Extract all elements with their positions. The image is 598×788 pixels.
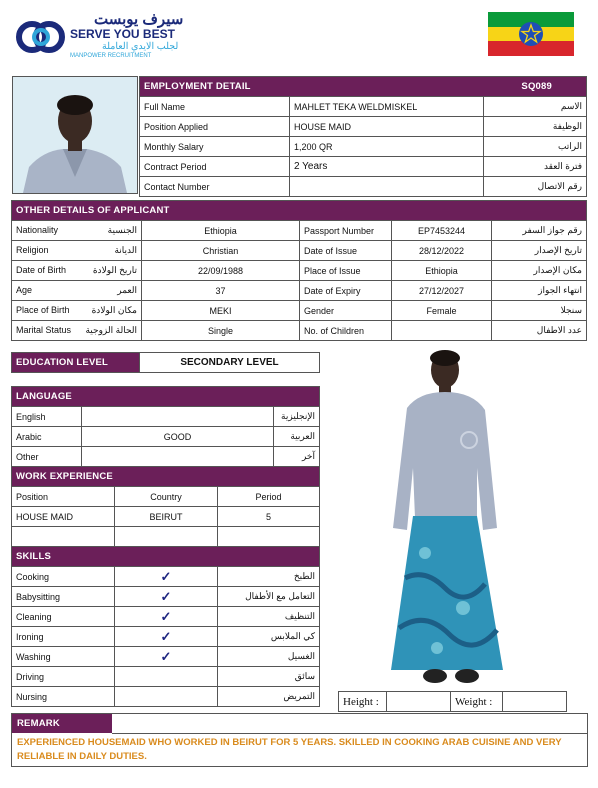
field-label: Contract Period <box>140 157 290 177</box>
skill-check-empty <box>115 687 218 707</box>
field-label: Marital Status <box>16 325 72 335</box>
field-value: 1,200 QR <box>290 137 484 157</box>
employment-table <box>139 76 587 197</box>
field-value: Female <box>392 301 492 321</box>
field-label-arabic: سنجلا <box>492 301 587 321</box>
field-value: Christian <box>142 241 300 261</box>
field-label-arabic: انتهاء الجواز <box>492 281 587 301</box>
field-value: 22/09/1988 <box>142 261 300 281</box>
skill-name: Nursing <box>12 687 115 707</box>
skill-name-arabic: سائق <box>218 667 320 687</box>
skill-check-empty <box>115 667 218 687</box>
language-name-arabic: آخر <box>274 447 320 467</box>
skill-name-arabic: التنظيف <box>218 607 320 627</box>
field-label-arabic: تاريخ الولادة <box>92 265 137 275</box>
remark-text: EXPERIENCED HOUSEMAID WHO WORKED IN BEIRUT FOR 5 YEARS. SKILLED IN COOKING ARAB CUISINE AND VERY RELIABLE IN DAILY DUTIES. <box>17 737 562 762</box>
field-label-arabic: الجنسية <box>107 225 137 235</box>
employment-header <box>140 77 587 97</box>
language-level <box>82 407 274 427</box>
field-value: MEKI <box>142 301 300 321</box>
field-label-arabic: الديانة <box>114 245 137 255</box>
field-label-arabic: رقم الاتصال <box>484 177 587 197</box>
field-label-arabic: العمر <box>117 285 137 295</box>
height-label: Height : <box>339 692 387 712</box>
column-header: Period <box>218 487 320 507</box>
language-name: Other <box>12 447 82 467</box>
field-value: Ethiopia <box>392 261 492 281</box>
language-name: Arabic <box>12 427 82 447</box>
table-cell: 5 <box>218 507 320 527</box>
field-label: Gender <box>300 301 392 321</box>
work-experience-header: WORK EXPERIENCE <box>12 467 320 487</box>
skill-name-arabic: كي الملابس <box>218 627 320 647</box>
logo-sub: MANPOWER RECRUITMENT <box>70 53 152 59</box>
checkmark-icon: ✓ <box>160 609 172 624</box>
language-name: English <box>12 407 82 427</box>
table-row <box>12 407 320 427</box>
work-experience-table <box>11 466 320 547</box>
checkmark-icon: ✓ <box>160 649 172 664</box>
skill-name-arabic: الطبخ <box>218 567 320 587</box>
language-header: LANGUAGE <box>12 387 320 407</box>
field-label-arabic: عدد الاطفال <box>492 321 587 341</box>
table-row <box>12 261 587 281</box>
field-label: Nationality <box>16 225 59 235</box>
table-row <box>12 281 587 301</box>
skill-name-arabic: التعامل مع الأطفال <box>218 587 320 607</box>
table-row <box>12 301 587 321</box>
table-row <box>12 687 320 707</box>
table-row <box>12 627 320 647</box>
table-row <box>12 221 587 241</box>
field-label-arabic: تاريخ الإصدار <box>492 241 587 261</box>
table-cell <box>218 527 320 547</box>
field-label-arabic: الراتب <box>484 137 587 157</box>
reference-code: SQ089 <box>521 81 552 92</box>
field-label: Full Name <box>140 97 290 117</box>
field-value: EP7453244 <box>392 221 492 241</box>
field-label: Passport Number <box>300 221 392 241</box>
table-cell <box>12 527 115 547</box>
table-row <box>140 157 587 177</box>
table-header-row <box>12 487 320 507</box>
skill-name: Cooking <box>12 567 115 587</box>
table-row <box>12 667 320 687</box>
other-details-header: OTHER DETAILS OF APPLICANT <box>12 201 587 221</box>
table-row <box>12 567 320 587</box>
checkmark-icon: ✓ <box>160 569 172 584</box>
field-value: 37 <box>142 281 300 301</box>
skill-name: Driving <box>12 667 115 687</box>
field-label: Age <box>16 285 33 295</box>
language-level <box>82 447 274 467</box>
field-label: Date of Expiry <box>300 281 392 301</box>
table-row <box>12 527 320 547</box>
field-value <box>392 321 492 341</box>
field-value: Single <box>142 321 300 341</box>
table-row <box>12 587 320 607</box>
skills-table <box>11 546 320 707</box>
ethiopia-flag-icon <box>488 12 574 56</box>
logo-title: SERVE YOU BEST <box>70 27 175 41</box>
field-label: No. of Children <box>300 321 392 341</box>
table-row <box>140 177 587 197</box>
table-row <box>12 241 587 261</box>
field-label: Monthly Salary <box>140 137 290 157</box>
field-value: HOUSE MAID <box>290 117 484 137</box>
field-label-arabic: الوظيفة <box>484 117 587 137</box>
field-value <box>290 177 484 197</box>
skill-name: Ironing <box>12 627 115 647</box>
skill-name: Cleaning <box>12 607 115 627</box>
column-header: Country <box>115 487 218 507</box>
employment-title: EMPLOYMENT DETAIL <box>144 81 251 92</box>
field-value: MAHLET TEKA WELDMISKEL <box>290 97 484 117</box>
education-label: EDUCATION LEVEL <box>12 353 140 373</box>
checkmark-icon: ✓ <box>160 629 172 644</box>
remark-section <box>11 713 588 767</box>
skill-name: Washing <box>12 647 115 667</box>
field-label-arabic: فترة العقد <box>484 157 587 177</box>
logo-rings-icon <box>14 12 70 62</box>
field-value: 27/12/2027 <box>392 281 492 301</box>
field-label: Position Applied <box>140 117 290 137</box>
field-label: Religion <box>16 245 49 255</box>
table-row <box>140 137 587 157</box>
table-row <box>12 507 320 527</box>
field-value: 28/12/2022 <box>392 241 492 261</box>
field-label: Place of Issue <box>300 261 392 281</box>
remark-header: REMARK <box>12 714 112 733</box>
measurements-table <box>338 691 567 712</box>
field-label: Contact Number <box>140 177 290 197</box>
full-body-photo <box>385 348 513 686</box>
weight-label: Weight : <box>451 692 503 712</box>
height-value <box>387 692 451 712</box>
field-value: 2 Years <box>290 157 484 177</box>
checkmark-icon: ✓ <box>160 589 172 604</box>
company-logo <box>14 12 194 62</box>
field-label-arabic: رقم جواز السفر <box>492 221 587 241</box>
language-level: GOOD <box>82 427 274 447</box>
field-label: Place of Birth <box>16 305 70 315</box>
field-label-arabic: مكان الولادة <box>91 305 137 315</box>
skills-header: SKILLS <box>12 547 320 567</box>
field-label-arabic: مكان الإصدار <box>492 261 587 281</box>
education-table <box>11 352 320 373</box>
field-value: Ethiopia <box>142 221 300 241</box>
table-row <box>12 427 320 447</box>
table-cell <box>115 527 218 547</box>
table-cell: HOUSE MAID <box>12 507 115 527</box>
education-value: SECONDARY LEVEL <box>140 353 320 373</box>
field-label-arabic: الاسم <box>484 97 587 117</box>
applicant-photo <box>12 76 138 194</box>
table-cell: BEIRUT <box>115 507 218 527</box>
skill-name-arabic: التمريض <box>218 687 320 707</box>
skill-name-arabic: الغسيل <box>218 647 320 667</box>
weight-value <box>503 692 567 712</box>
language-name-arabic: الإنجليزية <box>274 407 320 427</box>
field-label: Date of Issue <box>300 241 392 261</box>
table-row <box>12 607 320 627</box>
language-name-arabic: العربية <box>274 427 320 447</box>
table-row <box>140 97 587 117</box>
field-label: Date of Birth <box>16 265 67 275</box>
table-row <box>12 321 587 341</box>
language-table <box>11 386 320 467</box>
logo-sub-arabic: لجلب الايدي العاملة <box>102 41 179 52</box>
field-label-arabic: الحالة الزوجية <box>85 325 137 335</box>
other-details-table <box>11 200 587 341</box>
table-row <box>140 117 587 137</box>
skill-name: Babysitting <box>12 587 115 607</box>
table-row <box>12 447 320 467</box>
column-header: Position <box>12 487 115 507</box>
table-row <box>12 647 320 667</box>
logo-arabic: سيرف يوبست <box>94 11 184 28</box>
